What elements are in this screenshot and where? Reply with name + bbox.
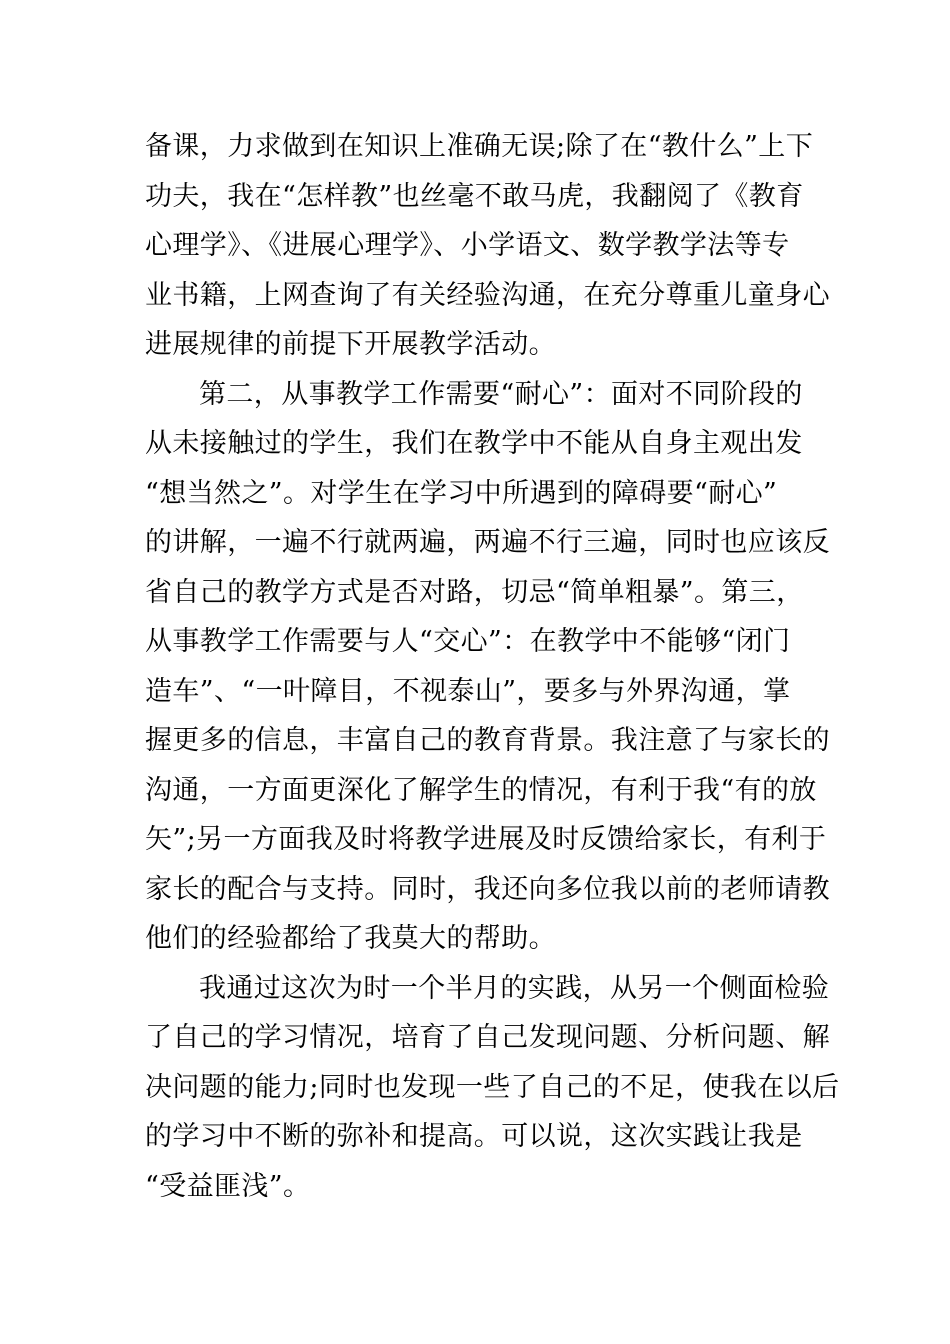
document-body (145, 122, 840, 1211)
paragraph-line: 从未接触过的学生，我们在教学中不能从自身主观出发 (145, 428, 803, 459)
paragraph-line: 功夫，我在“怎样教”也丝毫不敢马虎，我翻阅了《教育 (145, 180, 804, 212)
paragraph-line: “受益匪浅”。 (145, 1170, 311, 1202)
paragraph-line: 他们的经验都给了我莫大的帮助。 (145, 923, 556, 954)
paragraph-line: 决问题的能力;同时也发现一些了自己的不足，使我在以后 (145, 1071, 840, 1103)
paragraph-3 (145, 964, 840, 1212)
paragraph-2 (145, 370, 830, 964)
paragraph-line: 进展规律的前提下开展教学活动。 (145, 329, 556, 360)
paragraph-line: “想当然之”。对学生在学习中所遇到的障碍要“耐心” (145, 477, 778, 509)
paragraph-line: 我通过这次为时一个半月的实践，从另一个侧面检验 (199, 972, 830, 1004)
paragraph-line: 备课，力求做到在知识上准确无误;除了在“教什么”上下 (145, 131, 814, 162)
paragraph-line: 矢”;另一方面我及时将教学进展及时反馈给家长，有利于 (145, 824, 827, 855)
paragraph-1 (145, 122, 830, 370)
paragraph-line: 家长的配合与支持。同时，我还向多位我以前的老师请教 (145, 873, 830, 905)
paragraph-line: 沟通，一方面更深化了解学生的情况，有利于我“有的放 (145, 774, 817, 806)
paragraph-line: 造车”、“一叶障目，不视泰山”，要多与外界沟通，掌 (145, 675, 791, 707)
paragraph-line: 的讲解，一遍不行就两遍，两遍不行三遍，同时也应该反 (145, 527, 830, 558)
paragraph-line: 了自己的学习情况，培育了自己发现问题、分析问题、解 (145, 1022, 830, 1053)
paragraph-line: 业书籍，上网查询了有关经验沟通，在充分尊重儿童身心 (145, 279, 830, 311)
paragraph-line: 握更多的信息，丰富自己的教育背景。我注意了与家长的 (145, 725, 830, 756)
paragraph-line: 的学习中不断的弥补和提高。可以说，这次实践让我是 (145, 1121, 803, 1152)
paragraph-line: 省自己的教学方式是否对路，切忌“简单粗暴”。第三， (145, 576, 804, 608)
paragraph-line: 心理学》、《进展心理学》、小学语文、数学教学法等专 (145, 230, 790, 261)
paragraph-line: 第二，从事教学工作需要“耐心”：面对不同阶段的 (199, 378, 803, 410)
paragraph-line: 从事教学工作需要与人“交心”：在教学中不能够“闭门 (145, 626, 791, 657)
